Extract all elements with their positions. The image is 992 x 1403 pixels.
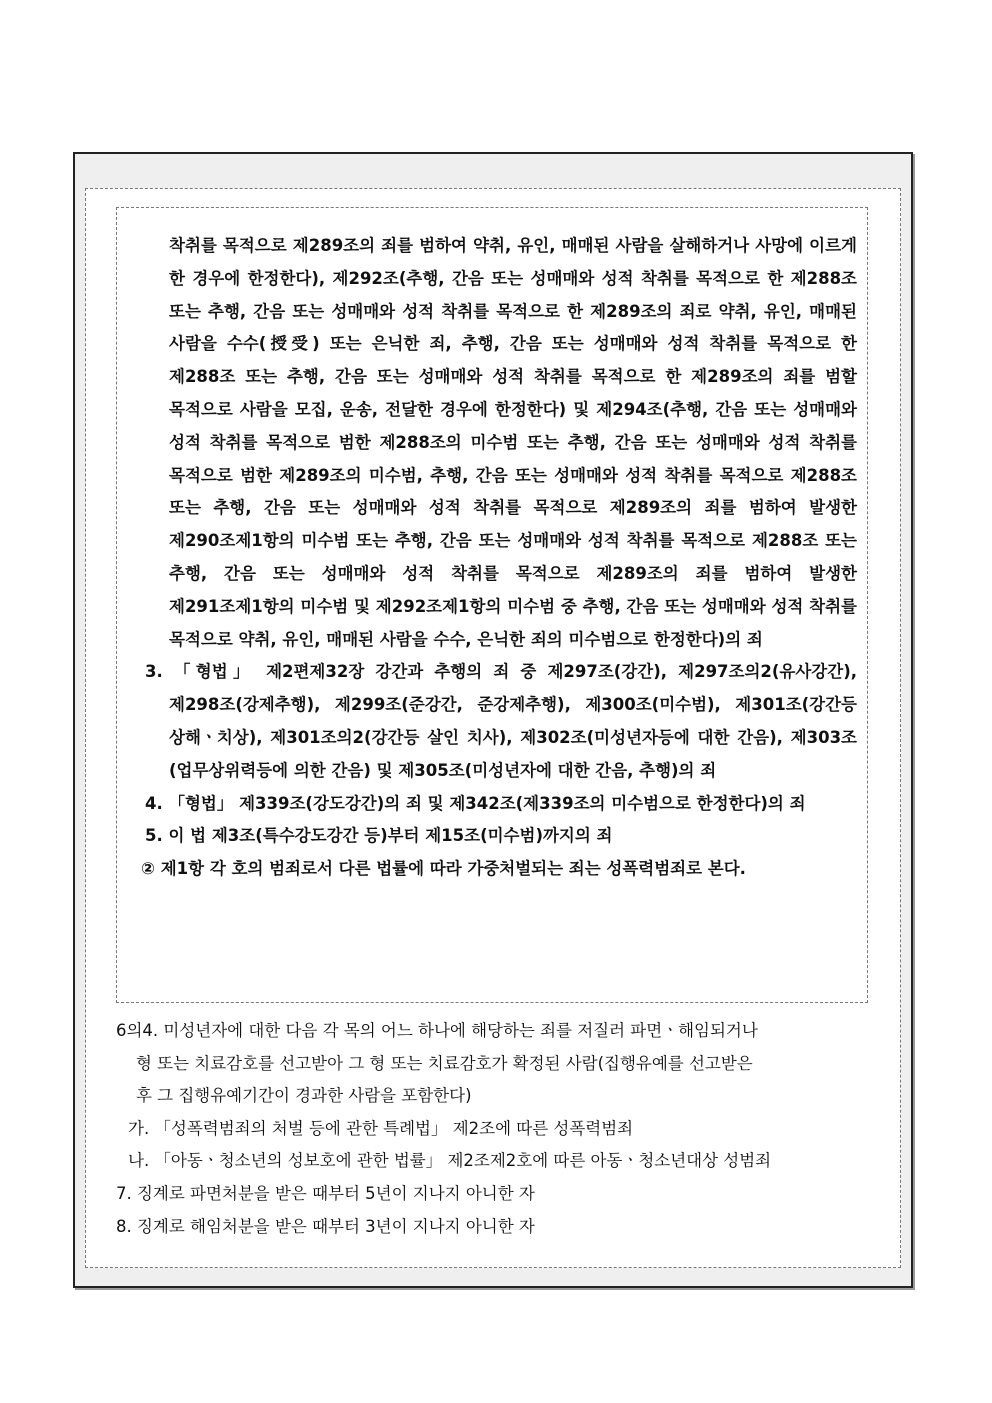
item-6-4-line-2: 형 또는 치료감호를 선고받아 그 형 또는 치료감호가 확정된 사람(집행유예를 선고받은 <box>136 1053 753 1073</box>
item-6-4-line-1: 6의4. 미성년자에 대한 다음 각 목의 어느 하나에 해당하는 죄를 저질러 파면ㆍ해임되거나 <box>116 1021 758 1040</box>
quote-paragraph: 착취를 목적으로 제289조의 죄를 범하여 약취, 유인, 매매된 사람을 살해하거나 사망에 이르게 한 경우에 한정한다), 제292조(추행, 간음 또는 성매매와 성적 착취를 목적으로 한 제288조 또는 추행, 간음 또는 성매매와 성적 착취를 목적으로 한 제289조의 죄로 약취, 유인, 매매된 사람을 수수(授受) 또는 은닉한 죄, 추행, 간음 또는 성매매와 성적 착취를 목적으로 한 제288조 또는 추행, 간음 또는 성매매와 성적 착취를 목적으로 한 제289조의 죄를 범할 목적으로 사람을 모집, 운송, 전달한 경우에 한정한다) 및 제294조(추행, 간음 또는 성매매와 성적 착취를 목적으로 범한 제288조의 미수범 또는 추행, 간음 또는 성매매와 성적 착취를 목적으로 범한 제289조의 미수범, 추행, 간음 또는 성매매와 성적 착취를 목적으로 제288조 또는 추행, 간음 또는 성매매와 성적 착취를 목적으로 제289조의 죄를 범하여 발생한 제290조제1항의 미수범 또는 추행, 간음 또는 성매매와 성적 착취를 목적으로 제288조 또는 추행, 간음 또는 성매매와 성적 착취를 목적으로 제289조의 죄를 범하여 발생한 제291조제1항의 미수범 및 제292조제1항의 미수범 중 추행, 간음 또는 성매매와 성적 착취를 목적으로 약취, 유인, 매매된 사람을 수수, 은닉한 죄의 미수범으로 한정한다)의 죄 <box>169 236 857 649</box>
item-7: 7. 징계로 파면처분을 받은 때부터 5년이 지나지 아니한 자 <box>116 1183 535 1203</box>
quoted-law-box <box>116 207 868 1003</box>
disqualification-list <box>116 1015 876 1243</box>
quote-item-4: 4. 「형법」 제339조(강도강간)의 죄 및 제342조(제339조의 미수범으로 한정한다)의 죄 <box>145 793 806 813</box>
quote-item-3: 3. 「형법」 제2편제32장 강간과 추행의 죄 중 제297조(강간), 제297조의2(유사강간), 제298조(강제추행), 제299조(준강간, 준강제추행), 제300조(미수범), 제301조(강간등 상해ㆍ치상), 제301조의2(강간등 살인 치사), 제302조(미성년자등에 대한 간음), 제303조(업무상위력등에 의한 간음) 및 제305조(미성년자에 대한 간음, 추행)의 죄 <box>145 662 857 780</box>
outer-frame <box>73 152 913 1288</box>
sub-item-ga: 가. 「성폭력범죄의 처벌 등에 관한 특례법」 제2조에 따른 성폭력범죄 <box>128 1118 634 1138</box>
quoted-law-text <box>137 230 857 886</box>
sub-item-na: 나. 「아동ㆍ청소년의 성보호에 관한 법률」 제2조제2호에 따른 아동ㆍ청소년대상 성범죄 <box>128 1151 772 1171</box>
quote-note-2: ② 제1항 각 호의 범죄로서 다른 법률에 따라 가중처벌되는 죄는 성폭력범죄로 본다. <box>141 859 746 879</box>
item-8: 8. 징계로 해임처분을 받은 때부터 3년이 지나지 아니한 자 <box>116 1216 535 1236</box>
item-6-4-line-3: 후 그 집행유예기간이 경과한 사람을 포함한다) <box>136 1086 472 1106</box>
content-frame <box>85 188 901 1268</box>
quote-item-5: 5. 이 법 제3조(특수강도강간 등)부터 제15조(미수범)까지의 죄 <box>145 826 613 846</box>
